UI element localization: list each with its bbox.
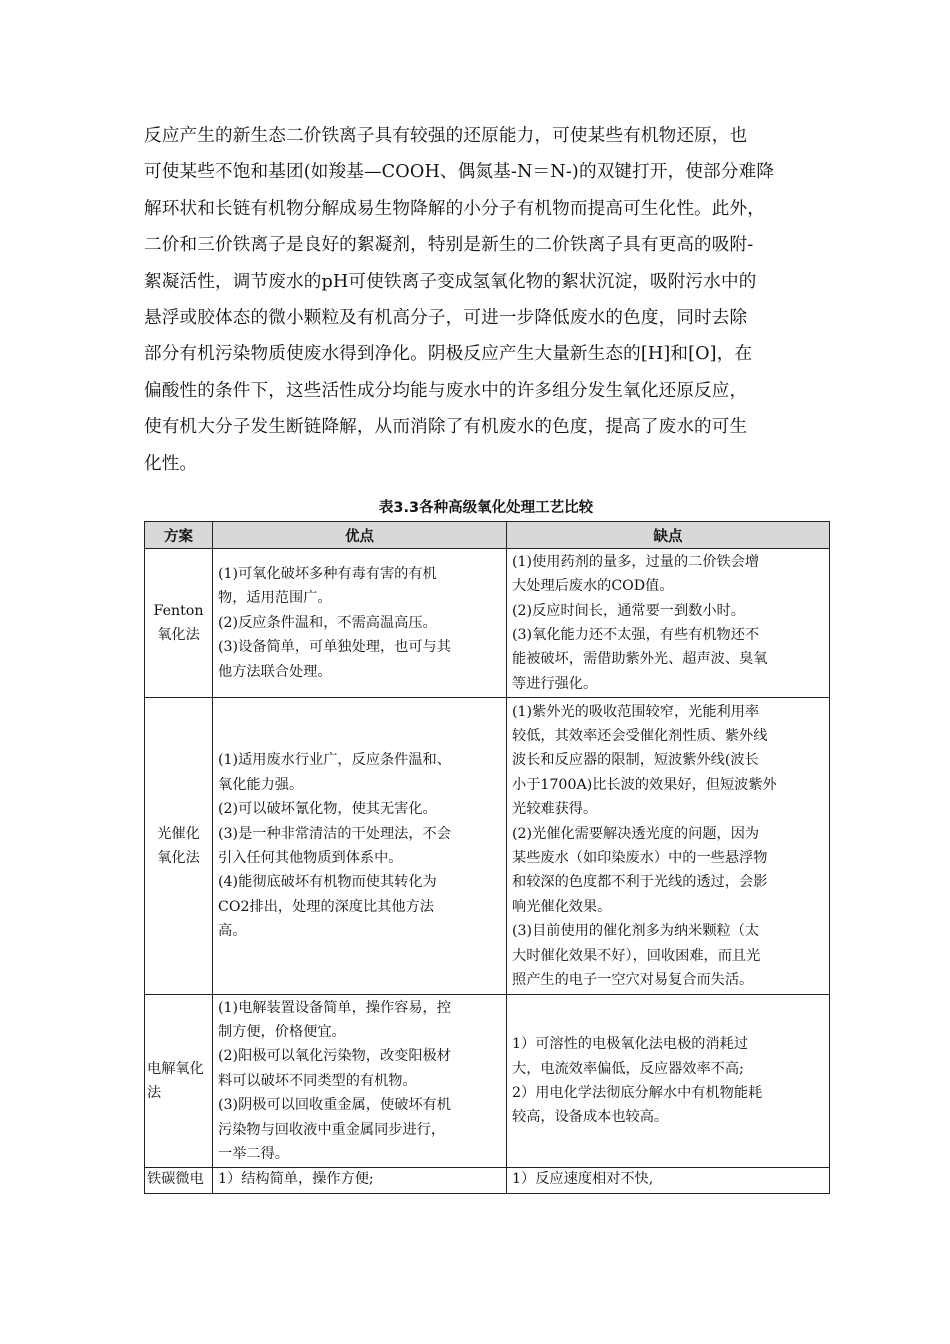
paragraph-line: 二价和三价铁离子是良好的絮凝剂，特别是新生的二价铁离子具有更高的吸附- <box>144 235 754 256</box>
pros-line: 氧化能力强。 <box>218 776 304 793</box>
cons-line: 和较深的色度都不利于光线的透过，会影 <box>512 874 768 891</box>
paragraph-line: 反应产生的新生态二价铁离子具有较强的还原能力，可使某些有机物还原，也 <box>144 126 748 146</box>
pros-line: (4)能彻底破坏有机物而使其转化为 <box>218 874 437 891</box>
table-header-row <box>145 522 830 549</box>
header-cons: 缺点 <box>507 522 830 549</box>
pros-line: 引入任何其他物质到体系中。 <box>218 850 403 866</box>
cons-line: (1)使用药剂的量多，过量的二价铁会增 <box>512 553 760 570</box>
cons-line: (3)氧化能力还不太强，有些有机物还不 <box>512 627 760 643</box>
table-caption: 表3.3各种高级氧化处理工艺比较 <box>378 500 594 516</box>
cons-line: 1）反应速度相对不快, <box>512 1171 654 1187</box>
cons-line: 光较难获得。 <box>512 801 598 818</box>
method-cell <box>145 549 213 698</box>
method-line: 铁碳微电 <box>147 1171 204 1187</box>
method-line: 光催化 <box>157 825 200 842</box>
comparison-table <box>144 521 830 1194</box>
method-cell <box>145 1168 213 1194</box>
method-line: Fenton <box>153 602 204 619</box>
table-row <box>145 1168 830 1194</box>
pros-line: (1)可氧化破坏多种有毒有害的有机 <box>218 565 437 582</box>
pros-line: CO2排出，处理的深度比其他方法 <box>218 898 434 915</box>
pros-line: 高。 <box>218 923 247 940</box>
method-cell <box>145 995 213 1168</box>
method-line: 氧化法 <box>157 627 200 643</box>
paragraph-line: 使有机大分子发生断链降解，从而消除了有机废水的色度，提高了废水的可生 <box>144 417 748 438</box>
cons-cell <box>507 995 830 1168</box>
cons-line: 大时催化效果不好），回收困难，而且光 <box>512 947 761 964</box>
cons-cell <box>507 698 830 995</box>
cons-line: 波长和反应器的限制，短波紫外线(波长 <box>512 752 759 769</box>
table-row <box>145 549 830 698</box>
header-pros: 优点 <box>213 522 507 549</box>
method-cell <box>145 698 213 995</box>
pros-line: (2)反应条件温和，不需高温高压。 <box>218 614 437 631</box>
cons-cell <box>507 1168 830 1194</box>
pros-cell <box>213 995 507 1168</box>
cons-line: 响光催化效果。 <box>512 898 612 915</box>
cons-line: (1)紫外光的吸收范围较窄，光能利用率 <box>512 703 760 720</box>
paragraph-line: 化性。 <box>144 453 198 474</box>
pros-line: (2)阳极可以氧化污染物，改变阳极材 <box>218 1048 451 1065</box>
table-row <box>145 995 830 1168</box>
pros-line: 1）结构简单，操作方便; <box>218 1171 374 1187</box>
method-line: 氧化法 <box>157 850 200 866</box>
pros-cell <box>213 698 507 995</box>
cons-line: 大，电流效率偏低，反应器效率不高; <box>512 1060 744 1077</box>
paragraph-line: 可使某些不饱和基团(如羧基—COOH、偶氮基-N＝N-)的双键打开，使部分难降 <box>144 162 775 183</box>
paragraph-line: 悬浮或胶体态的微小颗粒及有机高分子，可进一步降低废水的色度，同时去除 <box>144 307 748 328</box>
cons-line: 能被破坏，需借助紫外光、超声波、臭氧 <box>512 651 768 668</box>
pros-line: 料可以破坏不同类型的有机物。 <box>218 1072 417 1089</box>
pros-cell <box>213 549 507 698</box>
pros-line: (3)设备简单，可单独处理，也可与其 <box>218 639 451 656</box>
pros-line: 污染物与回收液中重金属同步进行， <box>218 1121 446 1138</box>
cons-line: 小于1700A)比长波的效果好，但短波紫外 <box>512 776 777 793</box>
method-line: 电解氧化 <box>147 1060 204 1077</box>
pros-line: 物，适用范围广。 <box>218 590 332 607</box>
pros-line: (1)电解装置设备简单，操作容易，控 <box>218 999 451 1016</box>
paragraph-line: 絮凝活性，调节废水的pH可使铁离子变成氢氧化物的絮状沉淀，吸附污水中的 <box>144 271 757 292</box>
method-line: 法 <box>147 1085 162 1101</box>
paragraph-line: 偏酸性的条件下，这些活性成分均能与废水中的许多组分发生氧化还原反应， <box>144 380 748 401</box>
cons-line: (3)目前使用的催化剂多为纳米颗粒（太 <box>512 923 760 940</box>
cons-line: 2）用电化学法彻底分解水中有机物能耗 <box>512 1085 763 1101</box>
pros-line: (1)适用废水行业广，反应条件温和、 <box>218 752 451 769</box>
pros-line: 一举二得。 <box>218 1146 289 1163</box>
cons-line: 某些废水（如印染废水）中的一些悬浮物 <box>512 850 768 866</box>
pros-line: (3)是一种非常清洁的干处理法，不会 <box>218 825 451 842</box>
cons-line: 1）可溶性的电极氧化法电极的消耗过 <box>512 1036 749 1053</box>
paragraph-line: 解环状和长链有机物分解成易生物降解的小分子有机物而提高可生化性。此外， <box>144 198 766 219</box>
body-paragraph <box>144 118 834 482</box>
cons-line: 等进行强化。 <box>512 675 598 692</box>
cons-line: 较高，设备成本也较高。 <box>512 1109 669 1126</box>
cons-line: 照产生的电子一空穴对易复合而失活。 <box>512 972 754 989</box>
paragraph-line: 部分有机污染物质使废水得到净化。阴极反应产生大量新生态的[H]和[O]，在 <box>144 344 753 365</box>
table-row <box>145 698 830 995</box>
pros-line: 制方便，价格便宜。 <box>218 1023 346 1040</box>
pros-line: (2)可以破坏氰化物，使其无害化。 <box>218 801 437 818</box>
cons-line: (2)光催化需要解决透光度的问题，因为 <box>512 825 760 842</box>
cons-line: 较低，其效率还会受催化剂性质、紫外线 <box>512 727 768 744</box>
cons-line: 大处理后废水的COD值。 <box>512 578 674 595</box>
header-method: 方案 <box>145 522 213 549</box>
pros-line: 他方法联合处理。 <box>218 663 332 680</box>
cons-line: (2)反应时间长，通常要一到数小时。 <box>512 602 745 619</box>
cons-cell <box>507 549 830 698</box>
pros-line: (3)阴极可以回收重金属，使破坏有机 <box>218 1097 451 1114</box>
pros-cell <box>213 1168 507 1194</box>
